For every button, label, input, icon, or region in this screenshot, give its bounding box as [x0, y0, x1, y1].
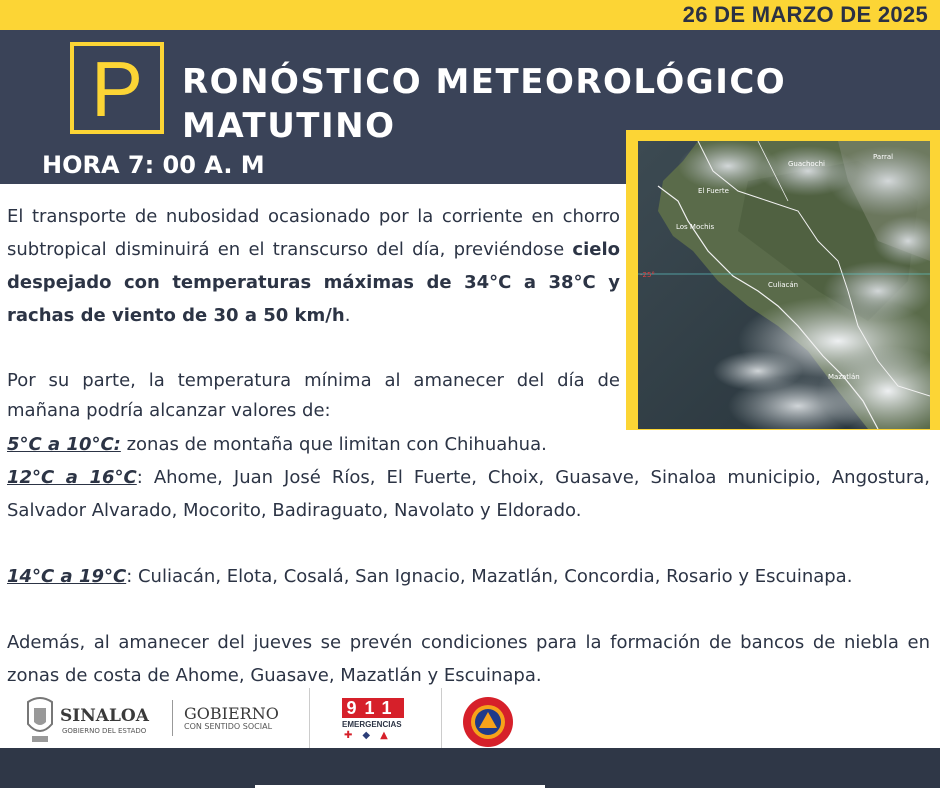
- sat-lat-label: -25°: [640, 271, 655, 279]
- temp-range-text: : Culiacán, Elota, Cosalá, San Ignacio, Mazatlán, Concordia, Rosario y Escuinapa.: [126, 566, 853, 587]
- sat-label-parral: Parral: [873, 153, 894, 161]
- sat-label-guachochi: Guachochi: [788, 160, 825, 168]
- sat-label-el-fuerte: El Fuerte: [698, 187, 729, 195]
- temp-range-label: 12°C a 16°C: [7, 467, 137, 488]
- emergency-icons: [344, 730, 398, 741]
- emergency-911-logo: [342, 698, 404, 718]
- logo-divider: [172, 700, 173, 736]
- title-initial-box: [70, 42, 164, 134]
- logo-divider: [309, 688, 310, 748]
- footer-logos: [0, 688, 940, 748]
- sinaloa-logo-subtext: GOBIERNO DEL ESTADO: [62, 727, 147, 735]
- sat-label-culiacan: Culiacán: [768, 281, 799, 289]
- logo-divider: [441, 688, 442, 748]
- cross-icon: ✚: [344, 730, 363, 741]
- title-initial: P: [90, 45, 144, 133]
- forecast-highlight: cielo despejado con temperaturas máximas de 34°C a 38°C y rachas de viento de 30 a 50 km/h: [7, 239, 620, 326]
- forecast-text: El transporte de nubosidad ocasionado por la corriente en chorro subtropical disminuirá en el transcurso del día, previéndose: [7, 206, 620, 260]
- temp-range-mountain: [7, 428, 930, 461]
- fog-paragraph: Además, al amanecer del jueves se prevén condiciones para la formación de bancos de niebla en zonas de costa de Ahome, Guasave, Mazatlán y Escuinapa.: [7, 632, 930, 686]
- title-line-1: RONÓSTICO METEOROLÓGICO: [182, 62, 787, 102]
- sinaloa-logo-text: SINALOA: [60, 706, 149, 726]
- temp-range-text: zonas de montaña que limitan con Chihuahua.: [120, 434, 547, 455]
- temp-range-south: [7, 560, 930, 593]
- civil-protection-seal-icon: [462, 696, 514, 748]
- temp-range-label: 14°C a 19°C: [7, 566, 127, 587]
- forecast-period: .: [344, 305, 351, 326]
- gobierno-logo-subtext: CON SENTIDO SOCIAL: [184, 722, 273, 731]
- temp-range-text: : Ahome, Juan José Ríos, El Fuerte, Choix, Guasave, Sinaloa municipio, Angostura, Salvador Alvarado, Mocorito, Badiraguato, Navolato y Eldorado.: [7, 467, 930, 521]
- gobierno-logo-text: GOBIERNO: [184, 704, 279, 723]
- report-hour: HORA 7: 00 A. M: [42, 151, 265, 179]
- forecast-paragraph-1: [7, 200, 620, 332]
- forecast-paragraph-2: Por su parte, la temperatura mínima al amanecer del día de mañana podría alcanzar valores de:: [7, 370, 620, 421]
- police-icon: ◆: [362, 730, 381, 741]
- report-date: 26 DE MARZO DE 2025: [682, 2, 928, 27]
- title-line-2: MATUTINO: [182, 106, 396, 146]
- temp-range-label: 5°C a 10°C:: [7, 434, 121, 455]
- temp-range-north: [7, 461, 930, 527]
- sinaloa-crest-icon: [24, 694, 56, 746]
- emergency-label: EMERGENCIAS: [342, 720, 402, 729]
- emergency-number: 911: [342, 698, 404, 718]
- fire-icon: ▲: [380, 730, 398, 741]
- footer-bar: [0, 748, 940, 788]
- satellite-image: [638, 141, 930, 429]
- top-date-bar: [0, 0, 940, 30]
- sat-label-mazatlan: Mazatlán: [828, 373, 860, 381]
- sat-label-los-mochis: Los Mochis: [676, 223, 715, 231]
